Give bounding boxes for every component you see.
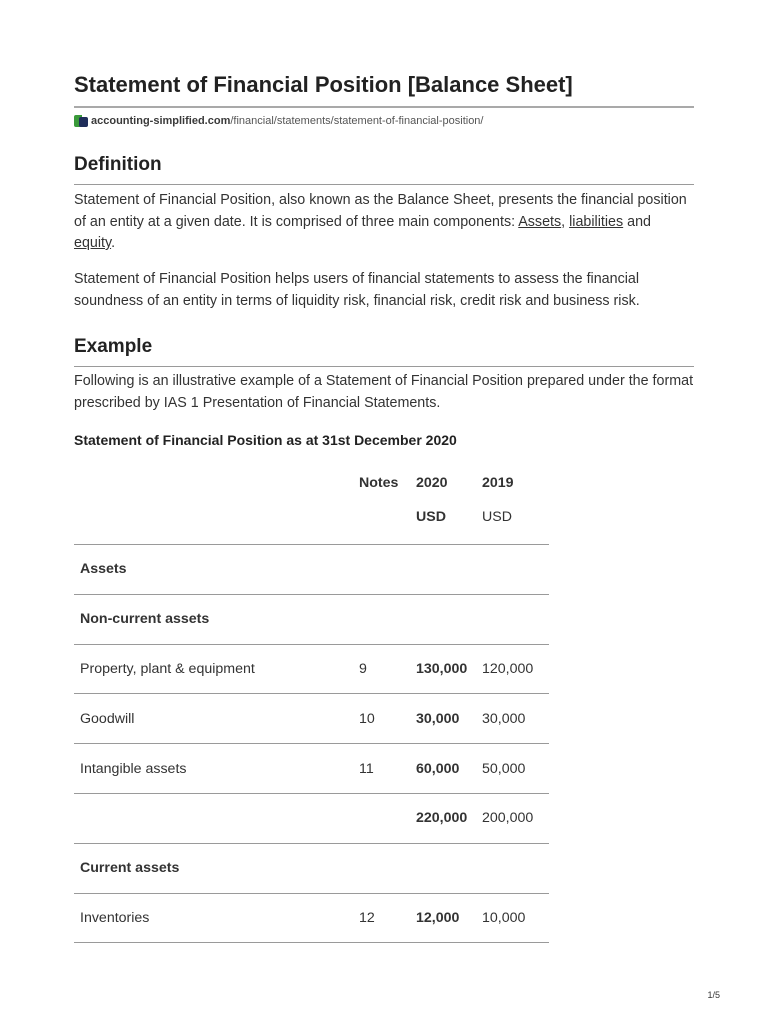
financial-position-table — [74, 462, 549, 943]
assets-link[interactable]: Assets — [518, 213, 562, 230]
example-divider — [74, 366, 694, 367]
table-row — [74, 793, 549, 843]
row-2020-value: 60,000 — [410, 744, 474, 794]
url-domain[interactable]: accounting-simplified.com — [91, 115, 231, 127]
currency-2019: USD — [482, 509, 512, 525]
row-2020-value: 130,000 — [410, 644, 474, 694]
definition-paragraph-2: Statement of Financial Position helps users of financial statements to assess the financial soundness of an entity in terms of liquidity risk, financial risk, credit risk and business risk. — [74, 271, 640, 309]
row-2020-value: 220,000 — [410, 793, 474, 843]
example-heading: Example — [74, 336, 153, 357]
example-section — [74, 334, 694, 367]
row-2020-value — [410, 594, 474, 644]
row-2019-value: 30,000 — [474, 694, 549, 744]
header-notes: Notes — [359, 474, 399, 491]
definition-divider — [74, 184, 694, 185]
site-logo-icon — [74, 115, 88, 127]
table-row — [74, 843, 549, 893]
example-paragraph: Following is an illustrative example of a Statement of Financial Position prepared under the format prescribed by IAS 1 Presentation of Financial Statements. — [74, 373, 694, 411]
row-notes: 10 — [353, 694, 410, 744]
currency-2020: USD — [416, 509, 446, 525]
header-label-cell — [74, 462, 353, 503]
definition-text: Statement of Financial Position, also known as the Balance Sheet, presents the financial position of an entity at a given date. It is comprised of three main components: — [74, 192, 687, 230]
table-row — [74, 594, 549, 644]
row-2019-value: 50,000 — [474, 744, 549, 794]
table-row — [74, 694, 549, 744]
row-label: Current assets — [74, 843, 353, 893]
table-header-row — [74, 462, 549, 503]
table-currency-row — [74, 503, 549, 545]
separator: and — [623, 213, 651, 230]
row-notes — [353, 793, 410, 843]
row-2020-value: 12,000 — [410, 893, 474, 943]
page-title: Statement of Financial Position [Balance Sheet] — [74, 72, 573, 97]
row-label — [74, 793, 353, 843]
url-path[interactable]: /financial/statements/statement-of-financial-position/ — [230, 115, 484, 127]
row-2019-value — [474, 843, 549, 893]
document-page — [74, 70, 694, 926]
row-notes: 12 — [353, 893, 410, 943]
row-2019-value: 200,000 — [474, 793, 549, 843]
currency-notes-cell — [353, 503, 410, 545]
row-label: Intangible assets — [74, 744, 353, 794]
page-number: 1/5 — [707, 990, 720, 1000]
table-row — [74, 545, 549, 595]
table-row — [74, 893, 549, 943]
row-notes — [353, 545, 410, 595]
table-row — [74, 744, 549, 794]
title-divider — [74, 106, 694, 108]
row-2019-value: 10,000 — [474, 893, 549, 943]
row-label: Property, plant & equipment — [74, 644, 353, 694]
row-2020-value — [410, 843, 474, 893]
header-2020: 2020 — [416, 474, 448, 491]
row-2020-value — [410, 545, 474, 595]
row-notes — [353, 594, 410, 644]
table-row — [74, 644, 549, 694]
row-2019-value: 120,000 — [474, 644, 549, 694]
definition-paragraph-1 — [74, 190, 694, 255]
row-2020-value: 30,000 — [410, 694, 474, 744]
row-2019-value — [474, 545, 549, 595]
header-2019: 2019 — [482, 474, 514, 491]
equity-link[interactable]: equity — [74, 235, 112, 251]
liabilities-link[interactable]: liabilities — [569, 213, 624, 230]
row-notes: 9 — [353, 644, 410, 694]
row-label: Inventories — [74, 893, 353, 943]
row-label: Goodwill — [74, 694, 353, 744]
definition-section — [74, 152, 694, 185]
statement-title: Statement of Financial Position as at 31st December 2020 — [74, 432, 457, 448]
row-notes: 11 — [353, 744, 410, 794]
definition-heading: Definition — [74, 154, 162, 175]
period: . — [111, 235, 116, 251]
row-label: Non-current assets — [74, 594, 353, 644]
row-2019-value — [474, 594, 549, 644]
source-url[interactable] — [74, 114, 694, 128]
row-notes — [353, 843, 410, 893]
row-label: Assets — [74, 545, 353, 595]
separator: , — [561, 213, 570, 230]
currency-label-cell — [74, 503, 353, 545]
